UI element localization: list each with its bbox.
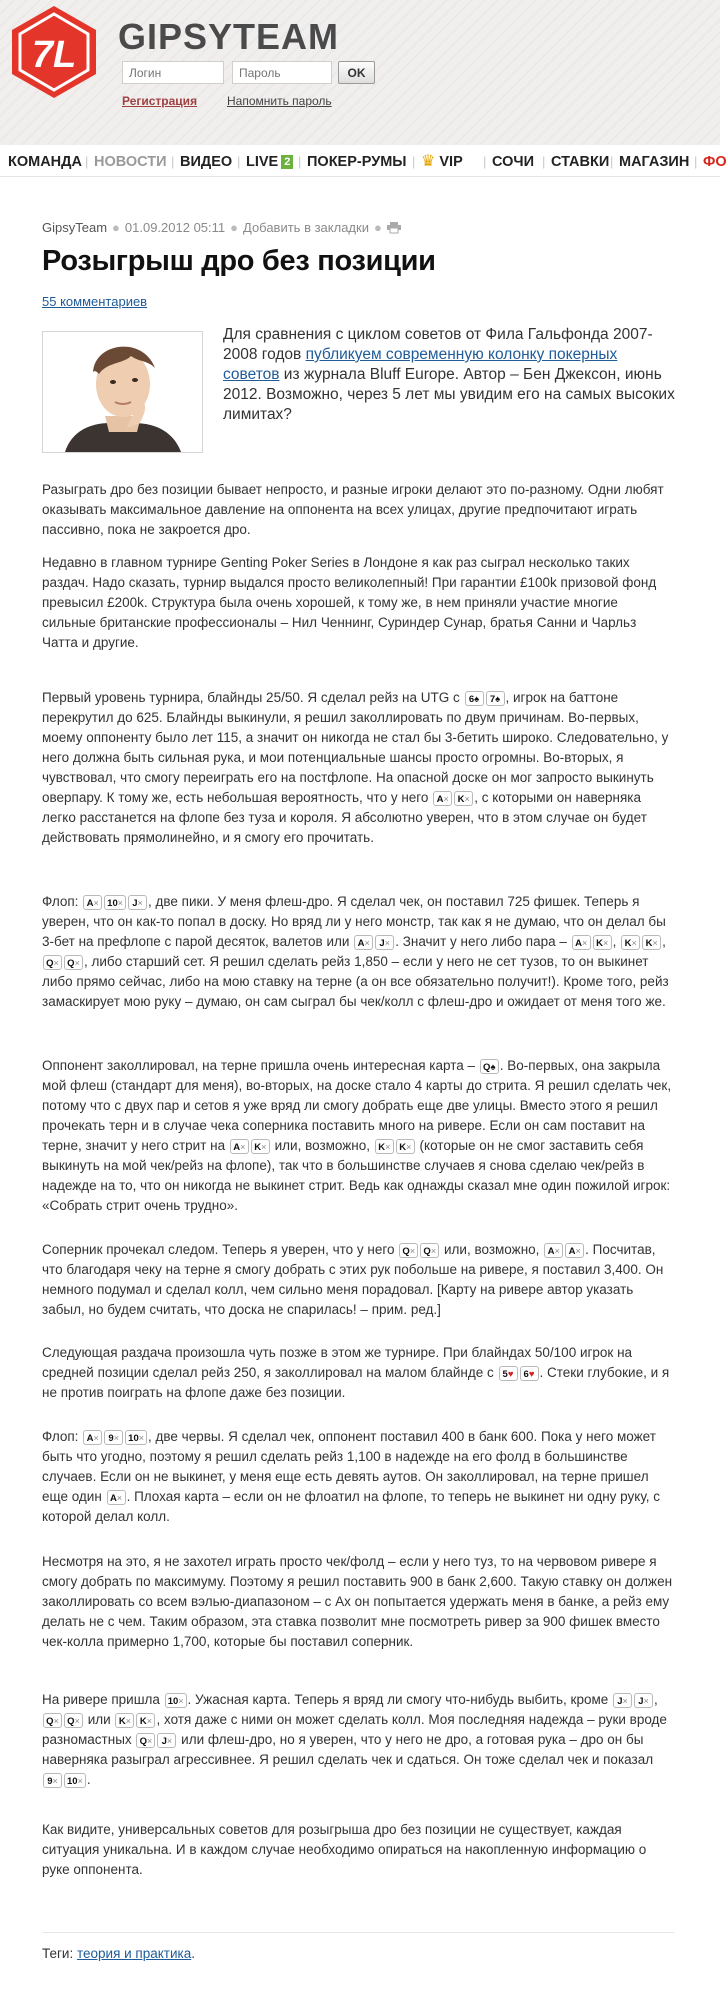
any-suit-icon: ×	[116, 1492, 123, 1503]
playing-card	[621, 935, 640, 950]
nav-separator: |	[171, 154, 175, 169]
meta-dot: ●	[230, 220, 238, 235]
card-pair	[571, 932, 613, 952]
card-rank: 6	[468, 693, 475, 705]
any-suit-icon: ×	[74, 1715, 80, 1726]
text: . Плохая карта – если он не флоатил на флопе, то теперь не выкинет ни одну руку, с которой делал колл.	[42, 1489, 660, 1524]
article-date: 01.09.2012 05:11	[124, 220, 226, 235]
nav-separator: |	[694, 154, 698, 169]
playing-card	[83, 1430, 102, 1445]
text: Флоп:	[42, 1429, 83, 1444]
playing-card	[64, 955, 83, 970]
card-rank: A	[357, 937, 365, 949]
playing-card	[520, 1366, 539, 1381]
nav-item-video[interactable]: ВИДЕО	[180, 154, 233, 170]
nav-item-bets[interactable]: СТАВКИ	[551, 154, 610, 170]
card-rank: J	[132, 897, 138, 909]
playing-card	[565, 1243, 584, 1258]
nav-item-vip[interactable]	[421, 148, 463, 176]
playing-card	[454, 791, 473, 806]
text: . Во-первых, она закрыла мой флеш (стандарт для меня), во-вторых, на доске стало 4 карты до стрита. Я решил сделать чек, потому что с двух пар и сетов я уже вряд ли смогу добрать еще две улицы. Вместо этого я решил прочекать терн и в случае чека соперника поставить много на ривере. Если он сам поставит на терне, значит у него стрит на	[42, 1058, 672, 1153]
flop-cards	[82, 892, 148, 912]
paragraph-3	[42, 688, 674, 848]
site-header	[0, 0, 720, 145]
heart-icon: ♥	[528, 1368, 535, 1380]
nav-vip-label: VIP	[439, 154, 463, 170]
card-rank: A	[86, 1432, 94, 1444]
card-pair	[42, 952, 84, 972]
crown-icon: ♛	[421, 153, 436, 170]
bookmark-link[interactable]: Добавить в закладки	[243, 220, 369, 235]
intro-paragraph	[223, 325, 675, 425]
playing-card	[128, 895, 147, 910]
tags-end: .	[191, 1946, 196, 1961]
any-suit-icon: ×	[138, 1432, 145, 1443]
any-suit-icon: ×	[602, 937, 609, 948]
playing-card	[613, 1693, 632, 1708]
nav-item-team[interactable]: КОМАНДА	[8, 154, 82, 170]
card-rank: A	[575, 937, 582, 949]
paragraph-7	[42, 1343, 674, 1403]
card-rank: A	[547, 1245, 555, 1257]
any-suit-icon: ×	[74, 957, 80, 968]
paragraph-1: Разыграть дро без позиции бывает непросто, и разные игроки делают это по-разному. Одни любят оказывать максимальное давление на оппонента на всех улицах, другие предпочитают играть пассивно, пока не закроется дро.	[42, 482, 664, 537]
playing-card	[43, 1713, 62, 1728]
author-link[interactable]: GipsyTeam	[42, 220, 108, 235]
playing-card	[157, 1733, 176, 1748]
card-rank: K	[254, 1141, 262, 1153]
playing-card	[64, 1713, 83, 1728]
card-pair	[135, 1730, 177, 1750]
card-rank: 9	[108, 1432, 114, 1444]
spade-icon: ♠	[495, 693, 501, 705]
playing-card	[465, 691, 484, 706]
paragraph-5	[42, 1056, 674, 1216]
nav-separator: |	[237, 154, 241, 169]
playing-card	[375, 935, 394, 950]
nav-item-shop[interactable]: МАГАЗИН	[619, 154, 690, 170]
any-suit-icon: ×	[554, 1245, 560, 1256]
nav-separator: |	[298, 154, 302, 169]
register-link[interactable]: Регистрация	[122, 94, 198, 108]
text: . Ужасная карта. Теперь я вряд ли смогу что-нибудь выбить, кроме	[187, 1692, 612, 1707]
card-rank: Q	[402, 1245, 410, 1257]
card-rank: K	[139, 1715, 147, 1727]
playing-card	[499, 1366, 518, 1381]
paragraph-10: На ривере пришла 10× . Ужасная карта. Теперь я вряд ли смогу что-нибудь выбить, кроме J× J× , Q× Q× или K× K× , хотя даже с ними он может сделать колл. Моя последняя надежда – руки вроде разномастных Q× J× или флеш-дро, но я уверен, что у него не дро, а готовая рука – дро он бы наверняка разыграл агрессивнее. Я решил сделать чек и сдаться. Он тоже сделал чек и показал 9× 10× .	[42, 1690, 674, 1790]
text: , хотя даже с ними он может сделать колл. Моя последняя надежда – руки вроде разномастных	[42, 1712, 667, 1747]
live-count-badge: 2	[281, 155, 293, 169]
text: , либо старший сет. Я решил сделать рейз 1,850 – если у него не сет тузов, то он выкинет либо прямо сейчас, либо на мою ставку на терне (а он все обязательно получит!). Кроме того, рейз замаскирует мою руку – думаю, он сам сыграл бы чек/колл с флеш-дро и ожидает от меня того же.	[42, 954, 669, 1009]
card-rank: Q	[67, 957, 75, 969]
text: Оппонент заколлировал, на терне пришла очень интересная карта –	[42, 1058, 479, 1073]
card-rank: 10	[67, 1775, 78, 1787]
text: .	[86, 1772, 91, 1787]
spade-icon: ♠	[490, 1061, 496, 1073]
divider	[42, 1932, 674, 1933]
card-rank: A	[109, 1492, 117, 1504]
any-suit-icon: ×	[643, 1695, 649, 1706]
intro-text: Для сравнения с циклом советов от Фила Гальфонда 2007-2008 годов	[223, 326, 653, 363]
text: Соперник прочекал следом. Теперь я уверен, что у него	[42, 1242, 399, 1257]
playing-card	[136, 1733, 155, 1748]
playing-card	[136, 1713, 155, 1728]
text: Флоп:	[42, 894, 83, 909]
card-rank: A	[436, 793, 444, 805]
card-rank: J	[161, 1735, 167, 1747]
card-rank: A	[86, 897, 94, 909]
nav-separator: |	[483, 154, 487, 169]
card-pair	[42, 1710, 84, 1730]
text: или флеш-дро, но я уверен, что у него не дро, а готовая рука – дро он бы наверняка разыграл агрессивнее. Я решил сделать чек и сдаться. Он тоже сделал чек и показал	[42, 1732, 654, 1767]
playing-card	[396, 1139, 415, 1154]
any-suit-icon: ×	[464, 793, 470, 804]
playing-card	[593, 935, 612, 950]
any-suit-icon: ×	[652, 937, 658, 948]
playing-card	[642, 935, 661, 950]
remind-password-link[interactable]: Напомнить пароль	[227, 94, 332, 108]
card-pair	[612, 1690, 654, 1710]
any-suit-icon: ×	[575, 1245, 581, 1256]
playing-card	[399, 1243, 418, 1258]
any-suit-icon: ×	[240, 1141, 246, 1152]
card-rank: K	[457, 793, 465, 805]
playing-card	[125, 1430, 147, 1445]
playing-card	[634, 1693, 653, 1708]
paragraph-11: Как видите, универсальных советов для розыгрыша дро без позиции не существует, каждая ситуация уникальна. И в каждом случае необходимо опираться на накопленную информацию о руке оппонента.	[42, 1822, 647, 1877]
any-suit-icon: ×	[146, 1735, 153, 1746]
comments-link[interactable]: 55 комментариев	[42, 294, 148, 309]
card-rank: J	[638, 1695, 644, 1707]
card-rank: K	[399, 1141, 407, 1153]
text: или	[84, 1712, 115, 1727]
playing-card	[544, 1243, 563, 1258]
card-pair	[114, 1710, 156, 1730]
playing-card	[64, 1773, 86, 1788]
tag-link[interactable]: теория и практика	[76, 1946, 192, 1961]
card-rank: K	[378, 1141, 386, 1153]
any-suit-icon: ×	[137, 897, 143, 908]
text: Следующая раздача произошла чуть позже в этом же турнире. При блайндах 50/100 игрок на средней позиции сделал рейз 250, я заколлировал на малом блайнде с	[42, 1345, 633, 1380]
any-suit-icon: ×	[125, 1715, 132, 1726]
text: (которые он не смог заставить себя выкинуть на мой чек/рейз на флопе), так что в большинстве случаев я снова сделаю чек/рейз в надежде на то, что он никогда не выкинет стрит. Ведь как однажды сказал мне один пожилой игрок: «Собрать стрит очень трудно».	[42, 1138, 671, 1213]
ok-button[interactable]: OK	[338, 61, 375, 84]
playing-card	[480, 1059, 499, 1074]
any-suit-icon: ×	[364, 937, 370, 948]
meta-dot: ●	[112, 220, 120, 235]
any-suit-icon: ×	[384, 937, 390, 948]
card-rank: Q	[423, 1245, 431, 1257]
card-rank: 10	[167, 1695, 179, 1707]
nav-item-news[interactable]: НОВОСТИ	[94, 154, 167, 170]
paragraph-6	[42, 1240, 674, 1320]
intro-text: из журнала Bluff Europe. Автор – Бен Джексон, июнь 2012. Возможно, через 5 лет мы увидим его на самых высоких лимитах?	[223, 366, 675, 423]
card-pair	[432, 788, 474, 808]
card-pair	[229, 1136, 271, 1156]
card-rank: K	[624, 937, 632, 949]
card-pair	[374, 1136, 416, 1156]
text: , две пики. У меня флеш-дро. Я сделал чек, он поставил 725 фишек. Теперь я уверен, что он как-то попал в доску. Но вряд ли у него монстр, так как я не думаю, что он делал бы 3-бет на префлопе с парой десяток, валетов или	[42, 894, 666, 949]
playing-card	[433, 791, 452, 806]
meta-dot: ●	[373, 220, 382, 235]
card-rank: Q	[46, 957, 54, 969]
hero-hand	[464, 688, 506, 708]
card-pair	[398, 1240, 440, 1260]
playing-card	[572, 935, 591, 950]
nav-item-live[interactable]	[246, 148, 293, 176]
card-rank: 6	[523, 1368, 529, 1380]
playing-card	[375, 1139, 394, 1154]
article-title: Розыгрыш дро без позиции	[42, 245, 436, 277]
gipsyteam-logo[interactable]	[6, 4, 102, 100]
text: . Значит у него либо пара –	[395, 934, 571, 949]
any-suit-icon: ×	[631, 937, 637, 948]
article-meta	[42, 220, 401, 235]
text: . Стеки глубокие, и я не против поиграть на флопе даже без позиции.	[42, 1365, 670, 1400]
nav-separator: |	[542, 154, 546, 169]
any-suit-icon: ×	[385, 1141, 391, 1152]
nav-item-sochi[interactable]: СОЧИ	[492, 154, 534, 170]
any-suit-icon: ×	[178, 1695, 184, 1706]
svg-text:7L: 7L	[31, 34, 77, 76]
text: или, возможно,	[440, 1242, 544, 1257]
any-suit-icon: ×	[443, 793, 449, 804]
login-input[interactable]	[122, 61, 224, 84]
any-suit-icon: ×	[430, 1245, 437, 1256]
paragraph-4: Флоп: A× 10× J× , две пики. У меня флеш-дро. Я сделал чек, он поставил 725 фишек. Теперь я уверен, что он как-то попал в доску. Но вряд ли у него монстр, так как я не думаю, что он делал бы 3-бет на префлопе с парой десяток, валетов или A× J× . Значит у него либо пара – A× K× , K× K× , Q× Q× , либо старший сет. Я решил сделать рейз 1,850 – если у него не сет тузов, то он выкинет либо прямо сейчас, либо на мою ставку на терне (а он все обязательно получит!). Кроме того, рейз замаскирует мою руку – думаю, он сам сыграл бы чек/колл с флеш-дро и ожидает от меня того же.	[42, 894, 669, 1009]
card-rank: 5	[502, 1368, 508, 1380]
playing-card	[486, 691, 505, 706]
text: Первый уровень турнира, блайнды 25/50. Я сделал рейз на UTG с	[42, 690, 464, 705]
heart-icon: ♥	[507, 1368, 514, 1380]
tags-label: Теги:	[42, 1946, 77, 1961]
any-suit-icon: ×	[93, 897, 99, 908]
nav-item-poker-rooms[interactable]: ПОКЕР-РУМЫ	[307, 154, 407, 170]
nav-separator: |	[412, 154, 416, 169]
any-suit-icon: ×	[53, 957, 59, 968]
any-suit-icon: ×	[52, 1775, 58, 1786]
playing-card	[104, 1430, 123, 1445]
any-suit-icon: ×	[146, 1715, 153, 1726]
tags-line	[42, 1946, 195, 1961]
card-pair	[42, 1770, 87, 1790]
card-rank: 10	[107, 897, 118, 909]
card-rank: K	[645, 937, 653, 949]
paragraph-2: Недавно в главном турнире Genting Poker Series в Лондоне я как раз сыграл несколько таких раздач. Надо сказать, турнир выдался просто великолепный! При гарантии £100k призовой фонд превысил £200k. Структура была очень хорошей, к тому же, в нем приняли участие многие сильные британские профессионалы – Нил Ченнинг, Суриндер Сунар, братья Санни и Чарльз Чатта и другие.	[42, 555, 657, 650]
card-rank: Q	[139, 1735, 147, 1747]
card-rank: Q	[67, 1715, 75, 1727]
nav-separator: |	[610, 154, 614, 169]
playing-card	[251, 1139, 270, 1154]
main-nav	[0, 148, 727, 177]
flop-cards	[82, 1427, 148, 1447]
text: , игрок на баттоне перекрутил до 625. Блайнды выкинули, я решил заколлировать по двум причинам. Во-первых, моему оппоненту было лет 115, а значит он никогда не стал бы 3-бетить широко. Следовательно, у него должна быть сильная рука, и мои потенциальные шансы просто огромны. Во-вторых, я чувствовал, что смогу переиграть его на постфлопе. На опасной доске он мог запросто выкинуть оверпару. К тому же, есть небольшая вероятность, что у него	[42, 690, 669, 805]
column-link[interactable]: публикуем современную колонку покерных советов	[223, 346, 618, 383]
text: , с которыми он наверняка легко расстанется на флопе без туза и короля. Я абсолютно уверен, что в этом случае он будет действовать прямолинейно, и я смогу его прочитать.	[42, 790, 647, 845]
any-suit-icon: ×	[409, 1245, 416, 1256]
playing-card	[230, 1139, 249, 1154]
card-rank: Q	[483, 1061, 491, 1073]
card-pair	[543, 1240, 585, 1260]
author-photo	[42, 331, 203, 453]
card-rank: J	[617, 1695, 623, 1707]
playing-card	[107, 1490, 126, 1505]
text: или, возможно,	[270, 1138, 374, 1153]
card-pair	[620, 932, 662, 952]
nav-item-fo[interactable]: ФО	[703, 154, 727, 170]
playing-card	[420, 1243, 439, 1258]
card-rank: K	[118, 1715, 126, 1727]
playing-card	[43, 1773, 62, 1788]
print-icon[interactable]	[387, 220, 401, 235]
hero-hand	[498, 1363, 540, 1383]
any-suit-icon: ×	[166, 1735, 173, 1746]
any-suit-icon: ×	[406, 1141, 412, 1152]
text: , две червы. Я сделал чек, оппонент поставил 400 в банк 600. Пока у него может быть что угодно, поэтому я решил сделать рейз 1,100 в надежде на его фолд в большинстве случаев. Если он не выкинет, у меня еще есть девять аутов. Он заколлировал, на терне пришел еще один	[42, 1429, 656, 1504]
any-suit-icon: ×	[77, 1775, 83, 1786]
nav-separator: |	[85, 154, 89, 169]
playing-card	[165, 1693, 187, 1708]
card-pair	[353, 932, 395, 952]
paragraph-9: Несмотря на это, я не захотел играть просто чек/фолд – если у него туз, то на червовом ривере я смогу добрать по максимуму. Поэтому я решил поставить 900 в банк 2,600. Такую ставку он должен заколлировать со всем вэлью-диапазоном – с Ах он попытается удержать меня в банке, а рейз ему делать не с чем. Таким образом, эта ставка позволит мне посмотреть ривер за 900 фишек вместо чек-колла примерно 1,700, которые бы поставил соперник.	[42, 1554, 673, 1649]
playing-card	[354, 935, 373, 950]
any-suit-icon: ×	[113, 1432, 119, 1443]
card-rank: A	[233, 1141, 241, 1153]
playing-card	[104, 895, 126, 910]
card-rank: 9	[47, 1775, 53, 1787]
card-rank: 7	[489, 693, 496, 705]
any-suit-icon: ×	[93, 1432, 99, 1443]
playing-card	[115, 1713, 134, 1728]
card-rank: K	[596, 937, 603, 949]
any-suit-icon: ×	[53, 1715, 59, 1726]
spade-icon: ♠	[474, 693, 480, 705]
any-suit-icon: ×	[261, 1141, 267, 1152]
paragraph-8	[42, 1427, 674, 1527]
any-suit-icon: ×	[117, 897, 124, 908]
nav-live-label: LIVE	[246, 154, 279, 170]
any-suit-icon: ×	[581, 937, 588, 948]
card-rank: A	[568, 1245, 576, 1257]
any-suit-icon: ×	[622, 1695, 628, 1706]
text: На ривере пришла	[42, 1692, 164, 1707]
playing-card	[43, 955, 62, 970]
playing-card	[83, 895, 102, 910]
card-rank: 10	[128, 1432, 139, 1444]
text: . Посчитав, что благодаря чеку на терне я смогу добрать с этих рук побольше на ривере, я поставил 3,400. Он немного подумал и сделал колл, чем сильно меня порадовал. [Карту на ривере автор указать забыл, но будем считать, что доска не спарилась! – прим. ред.]	[42, 1242, 664, 1317]
card-rank: Q	[46, 1715, 54, 1727]
card-rank: J	[379, 937, 385, 949]
brand-name: GIPSYTEAM	[118, 16, 340, 57]
password-input[interactable]	[232, 61, 332, 84]
